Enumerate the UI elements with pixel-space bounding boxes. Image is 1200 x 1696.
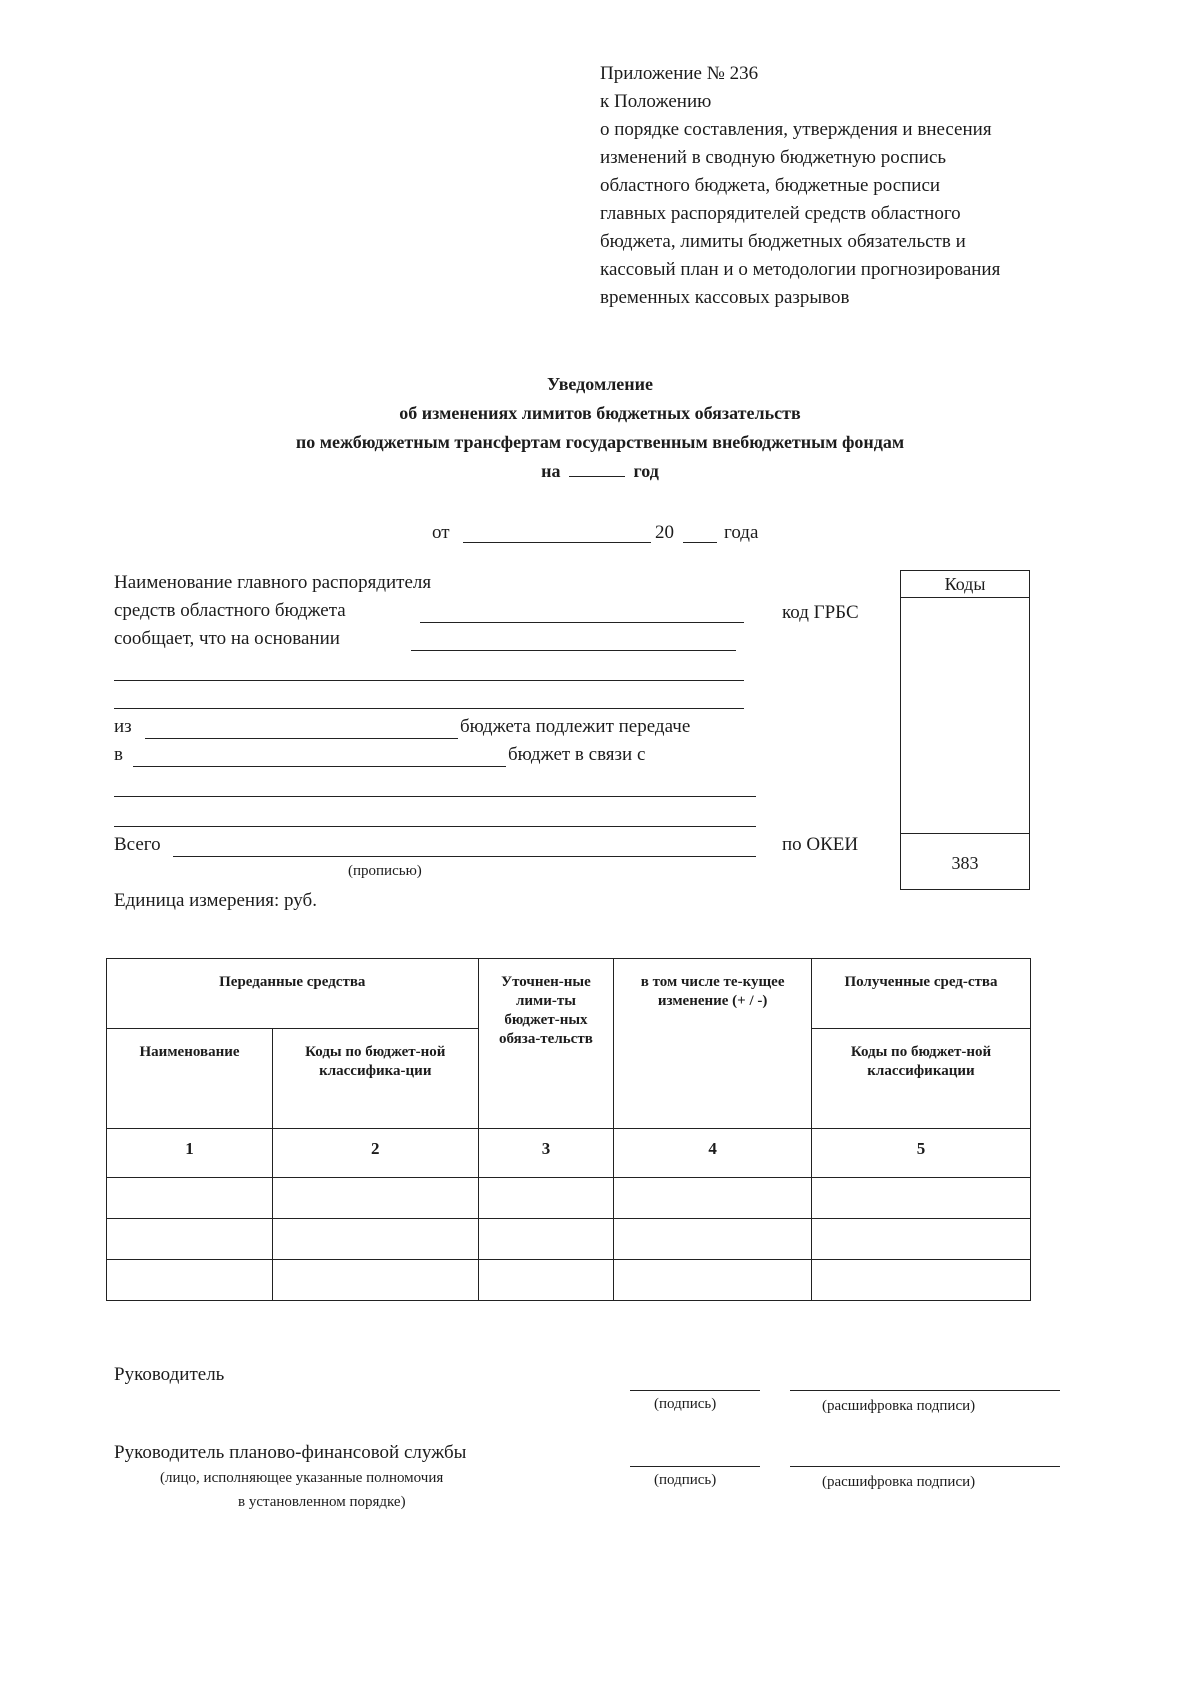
finance-decoding-caption: (расшифровка подписи)	[822, 1474, 976, 1490]
col-number: 1	[107, 1129, 273, 1178]
appendix-line: временных кассовых разрывов	[600, 287, 850, 308]
table-cell[interactable]	[614, 1219, 812, 1260]
head-label: Руководитель	[114, 1364, 225, 1385]
basis-field-cont-1[interactable]	[114, 680, 744, 681]
okei-code-cell: 383	[901, 833, 1029, 890]
finance-signature-caption: (подпись)	[654, 1472, 717, 1488]
table-cell[interactable]	[107, 1260, 273, 1301]
finance-signature-field[interactable]	[630, 1466, 760, 1467]
table-cell[interactable]	[811, 1219, 1030, 1260]
appendix-line: главных распорядителей средств областного	[600, 203, 961, 224]
current-change-header	[614, 959, 812, 1129]
table-cell[interactable]	[478, 1178, 614, 1219]
date-year-prefix: 20	[655, 522, 674, 543]
grbs-name-label-1: Наименование главного распорядителя	[114, 572, 432, 593]
column-numbers-row	[107, 1129, 1031, 1178]
table-cell[interactable]	[478, 1260, 614, 1301]
grbs-name-label-2: средств областного бюджета	[114, 600, 346, 621]
total-field[interactable]	[173, 856, 756, 857]
codes-box	[900, 570, 1030, 890]
table-cell[interactable]	[614, 1178, 812, 1219]
transferred-header: Переданные средства	[107, 959, 479, 1029]
reason-field-1[interactable]	[114, 796, 756, 797]
appendix-line: кассовый план и о методологии прогнозирования	[600, 259, 1001, 280]
reason-field-2[interactable]	[114, 826, 756, 827]
document-title	[0, 370, 1200, 486]
col-number: 4	[614, 1129, 812, 1178]
grbs-code-label: код ГРБС	[782, 602, 859, 623]
received-text: Полученные сред-ства	[844, 974, 998, 990]
codes-header: Коды	[901, 571, 1029, 598]
okei-label: по ОКЕИ	[782, 834, 859, 855]
head-signature-caption: (подпись)	[654, 1396, 717, 1412]
table-row	[107, 1219, 1031, 1260]
year-blank[interactable]	[569, 462, 625, 477]
finance-head-label: Руководитель планово-финансовой службы	[114, 1442, 467, 1463]
received-codes-text: Коды по бюджет-ной классификации	[850, 1044, 992, 1079]
appendix-line: к Положению	[600, 91, 712, 112]
codes-header-cell	[273, 1029, 479, 1129]
basis-field-cont-2[interactable]	[114, 708, 744, 709]
appendix-line: бюджета, лимиты бюджетных обязательств и	[600, 231, 966, 252]
received-header	[811, 959, 1030, 1029]
grbs-code-cell[interactable]	[901, 599, 1029, 831]
unit-label: Единица измерения: руб.	[114, 890, 317, 911]
authorized-caption-2: в установленном порядке)	[238, 1494, 406, 1510]
table-row	[107, 1178, 1031, 1219]
date-blank[interactable]	[463, 542, 651, 543]
total-label: Всего	[114, 834, 161, 855]
title-year-line	[0, 457, 1200, 486]
to-budget-field[interactable]	[133, 766, 506, 767]
limits-table	[106, 958, 1031, 1301]
appendix-line: о порядке составления, утверждения и внесения	[600, 119, 992, 140]
table-cell[interactable]	[811, 1260, 1030, 1301]
appendix-header	[600, 60, 1120, 312]
table-header-row	[107, 959, 1031, 1029]
basis-field[interactable]	[411, 650, 736, 651]
from-budget-label: из	[114, 716, 132, 737]
specified-limits-header	[478, 959, 614, 1129]
grbs-name-field[interactable]	[420, 622, 744, 623]
table-cell[interactable]	[811, 1178, 1030, 1219]
appendix-line: изменений в сводную бюджетную роспись	[600, 147, 947, 168]
authorized-caption-1: (лицо, исполняющее указанные полномочия	[160, 1470, 444, 1486]
specified-limits-text: Уточнен-ные лими-ты бюджет-ных обяза-тельств	[499, 974, 593, 1047]
table-cell[interactable]	[273, 1260, 479, 1301]
col-number: 3	[478, 1129, 614, 1178]
title-year-suffix: год	[633, 461, 659, 481]
received-codes-header	[811, 1029, 1030, 1129]
title-year-prefix: на	[541, 461, 561, 481]
appendix-line: Приложение № 236	[600, 63, 759, 84]
date-year-suffix: года	[724, 522, 759, 543]
current-change-text: в том числе те-кущее изменение (+ / -)	[640, 974, 785, 1009]
table-cell[interactable]	[273, 1178, 479, 1219]
head-signature-field[interactable]	[630, 1390, 760, 1391]
finance-decoding-field[interactable]	[790, 1466, 1060, 1467]
from-budget-field[interactable]	[145, 738, 458, 739]
transfer-text: бюджета подлежит передаче	[460, 716, 691, 737]
table-cell[interactable]	[107, 1178, 273, 1219]
to-budget-label: в	[114, 744, 123, 765]
budget-due-to-text: бюджет в связи с	[508, 744, 646, 765]
table-row	[107, 1260, 1031, 1301]
head-decoding-field[interactable]	[790, 1390, 1060, 1391]
table-cell[interactable]	[614, 1260, 812, 1301]
col-number: 5	[811, 1129, 1030, 1178]
reports-basis-label: сообщает, что на основании	[114, 628, 340, 649]
col-number: 2	[273, 1129, 479, 1178]
table-cell[interactable]	[478, 1219, 614, 1260]
year-suffix-blank[interactable]	[683, 542, 717, 543]
date-from-label: от	[432, 522, 450, 543]
table-cell[interactable]	[273, 1219, 479, 1260]
name-header: Наименование	[107, 1029, 273, 1129]
in-words-caption: (прописью)	[348, 863, 422, 879]
title-line: Уведомление	[546, 374, 654, 394]
table-cell[interactable]	[107, 1219, 273, 1260]
head-decoding-caption: (расшифровка подписи)	[822, 1398, 976, 1414]
codes-budget-class-text: Коды по бюджет-ной классифика-ции	[305, 1044, 446, 1079]
appendix-line: областного бюджета, бюджетные росписи	[600, 175, 941, 196]
title-line: об изменениях лимитов бюджетных обязательств	[399, 403, 801, 423]
title-line: по межбюджетным трансфертам государственным внебюджетным фондам	[295, 432, 905, 452]
